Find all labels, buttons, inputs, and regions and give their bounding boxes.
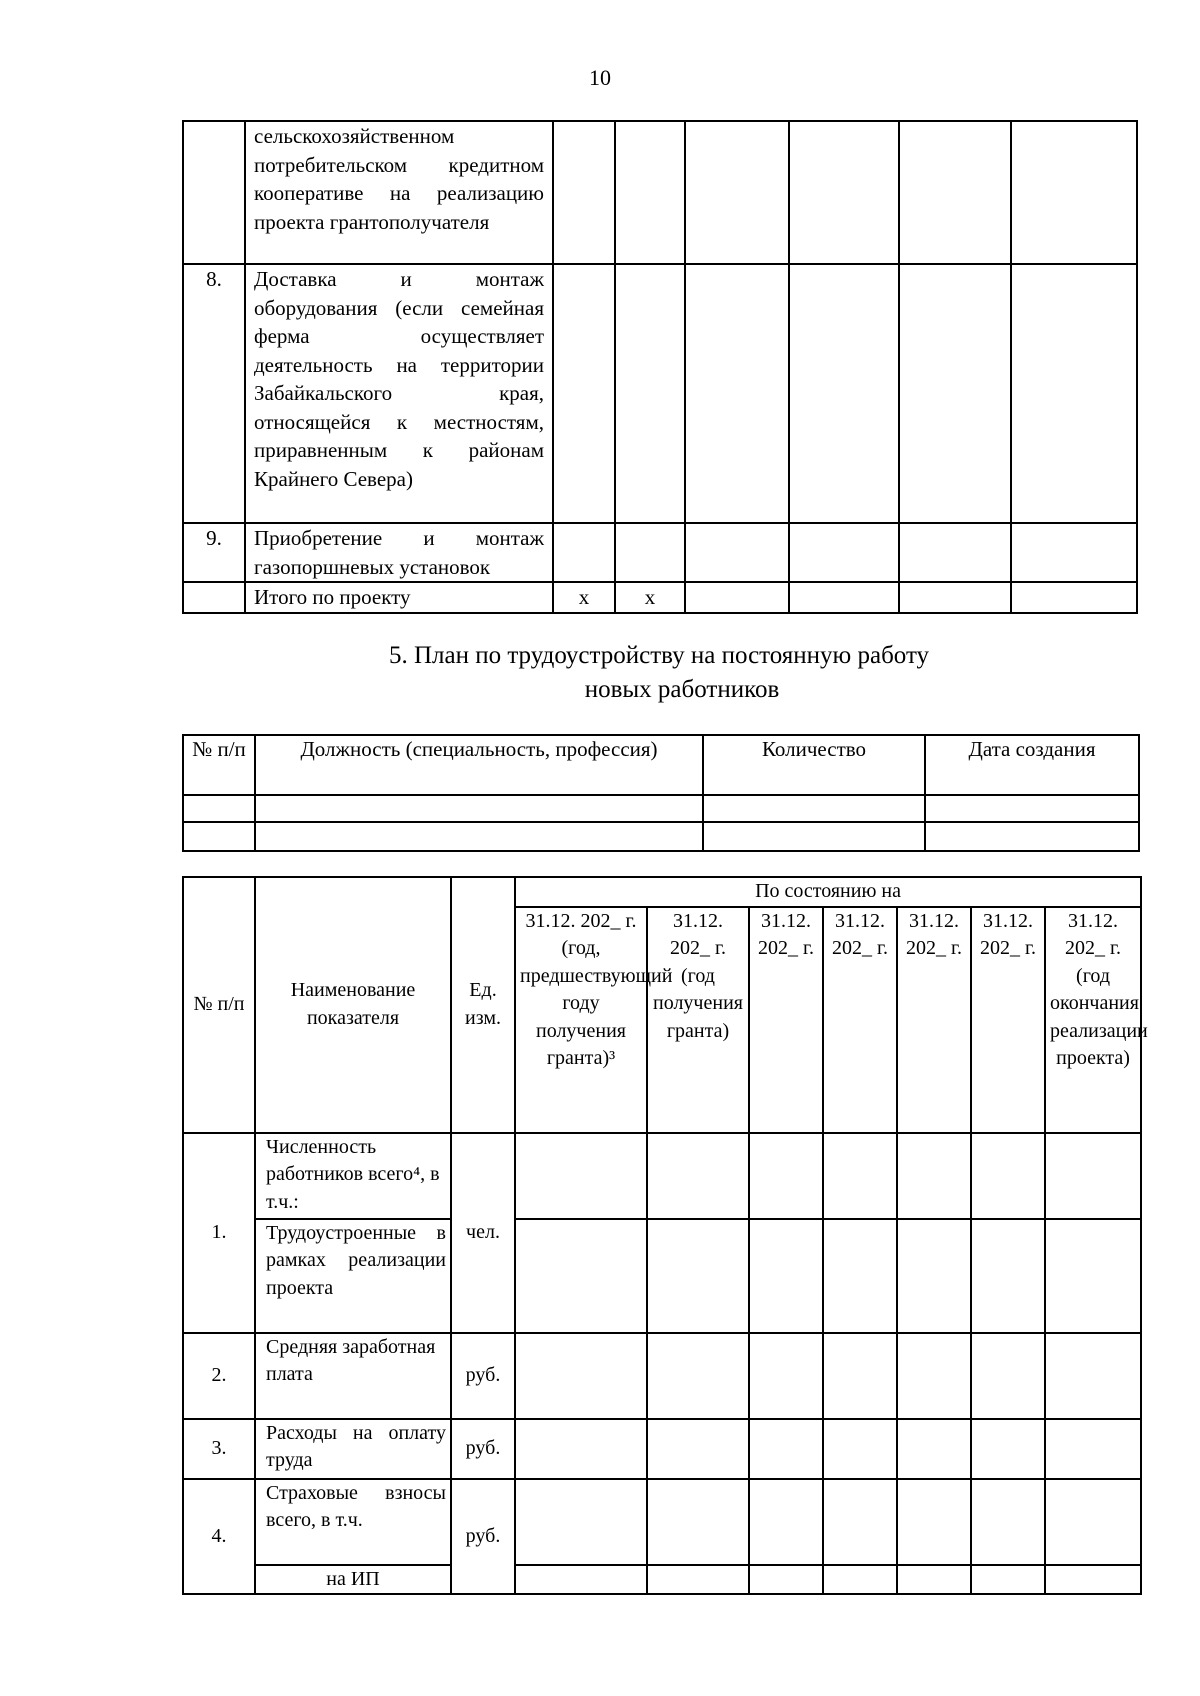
table-cell: [255, 822, 703, 851]
row-name: сельскохозяйственном потребительском кредитном кооперативе на реализацию проекта грантополучателя: [245, 121, 553, 264]
row-number: 9.: [183, 523, 245, 582]
table-header-row: [183, 735, 1139, 795]
row-subname: на ИП: [255, 1565, 451, 1595]
table-cell: [703, 795, 925, 822]
table-cell: [897, 1479, 971, 1565]
table-cell: [183, 795, 255, 822]
period-col-6: 31.12. 202_ г.: [971, 907, 1045, 1133]
table-cell: [1045, 1333, 1141, 1419]
period-col-5: 31.12. 202_ г.: [897, 907, 971, 1133]
table-row: [183, 1419, 1141, 1479]
table-cell: [1045, 1479, 1141, 1565]
table-row: [183, 1133, 1141, 1219]
table-cell: [749, 1479, 823, 1565]
table-cell: [615, 121, 685, 264]
table-cell: [685, 264, 789, 523]
table-cell: [553, 523, 615, 582]
row-number: 8.: [183, 264, 245, 523]
header-num: № п/п: [183, 877, 255, 1133]
table-cell: [647, 1333, 749, 1419]
table-cell: [647, 1419, 749, 1479]
table-row: [183, 264, 1137, 523]
table-cell: [647, 1133, 749, 1219]
table-cell: [899, 523, 1011, 582]
header-position: Должность (специальность, профессия): [255, 735, 703, 795]
period-col-7: 31.12. 202_ г. (год окончания реализации проекта): [1045, 907, 1141, 1133]
period-col-4: 31.12. 202_ г.: [823, 907, 897, 1133]
table-cell: [897, 1333, 971, 1419]
table-cell: [515, 1565, 647, 1595]
table-cell: [897, 1133, 971, 1219]
table-row: [183, 1479, 1141, 1565]
table-cell: [1045, 1219, 1141, 1333]
table-cell: [1011, 264, 1137, 523]
table-cell: [789, 121, 899, 264]
table-cell: [615, 264, 685, 523]
period-col-2: 31.12. 202_ г. (год получения гранта): [647, 907, 749, 1133]
table-cell: [823, 1419, 897, 1479]
table-cell: [553, 121, 615, 264]
row-number: 3.: [183, 1419, 255, 1479]
row-name: Итого по проекту: [245, 582, 553, 613]
table-cell: [1011, 121, 1137, 264]
table-cell: [183, 822, 255, 851]
table-row: [183, 121, 1137, 264]
table-cell: [515, 1133, 647, 1219]
metrics-table: [182, 876, 1148, 1595]
table-cell: [685, 523, 789, 582]
table-cell: [897, 1219, 971, 1333]
table-cell: [823, 1133, 897, 1219]
row-number: 4.: [183, 1479, 255, 1595]
table-cell: [925, 795, 1139, 822]
table-cell: [925, 822, 1139, 851]
table-cell: [789, 264, 899, 523]
table-cell: [749, 1333, 823, 1419]
jobs-table: [182, 734, 1140, 852]
period-col-3: 31.12. 202_ г.: [749, 907, 823, 1133]
table-row: [183, 1333, 1141, 1419]
period-col-1: 31.12. 202_ г. (год, предшествующий году получения гранта)³: [515, 907, 647, 1133]
table-cell: [255, 795, 703, 822]
header-unit: Ед. изм.: [451, 877, 515, 1133]
table-cell: [647, 1219, 749, 1333]
table-cell: [647, 1565, 749, 1595]
table-cell: [1045, 1133, 1141, 1219]
row-name: Расходы на оплату труда: [255, 1419, 451, 1479]
table-header-row: [183, 877, 1141, 907]
row-name: Приобретение и монтаж газопоршневых установок: [245, 523, 553, 582]
header-date: Дата создания: [925, 735, 1139, 795]
row-number: [183, 582, 245, 613]
table-cell: [789, 523, 899, 582]
table-cell: [685, 121, 789, 264]
table-cell: [971, 1565, 1045, 1595]
table-cell: [971, 1419, 1045, 1479]
section-title-line2: новых работников: [584, 676, 780, 703]
table-cell: [899, 264, 1011, 523]
row-name: Численность работников всего⁴, в т.ч.:: [255, 1133, 451, 1219]
table-cell: [615, 523, 685, 582]
table-cell: [749, 1219, 823, 1333]
row-number: 2.: [183, 1333, 255, 1419]
table-cell: [1045, 1419, 1141, 1479]
row-name: Страховые взносы всего, в т.ч.: [255, 1479, 451, 1565]
table-cell: [899, 582, 1011, 613]
header-num: № п/п: [183, 735, 255, 795]
table-cell: [647, 1479, 749, 1565]
table-cell: [749, 1565, 823, 1595]
table-cell: [971, 1333, 1045, 1419]
row-unit: руб.: [451, 1333, 515, 1419]
table-cell: х: [553, 582, 615, 613]
header-group: По состоянию на: [515, 877, 1141, 907]
table-cell: [971, 1219, 1045, 1333]
table-row: [183, 1219, 1141, 1333]
table-row: [183, 822, 1139, 851]
table-row: [183, 1565, 1141, 1595]
table-cell: [897, 1565, 971, 1595]
table-cell: [515, 1219, 647, 1333]
table-row: [183, 582, 1137, 613]
table-cell: [749, 1133, 823, 1219]
costs-table: [182, 120, 1138, 614]
row-name: Доставка и монтаж оборудования (если семейная ферма осуществляет деятельность на территории Забайкальского края, относящейся к местностям, приравненным к районам Крайнего Севера): [245, 264, 553, 523]
table-cell: [515, 1419, 647, 1479]
table-cell: [971, 1479, 1045, 1565]
row-name: Средняя заработная плата: [255, 1333, 451, 1419]
table-cell: [897, 1419, 971, 1479]
page-number: 10: [589, 65, 611, 90]
row-number: [183, 121, 245, 264]
table-cell: [703, 822, 925, 851]
table-row: [183, 523, 1137, 582]
table-cell: [899, 121, 1011, 264]
table-cell: [1011, 523, 1137, 582]
row-unit: руб.: [451, 1419, 515, 1479]
table-cell: [823, 1333, 897, 1419]
table-cell: [823, 1565, 897, 1595]
table-cell: [515, 1479, 647, 1565]
table-cell: [553, 264, 615, 523]
table-cell: [823, 1479, 897, 1565]
table-cell: [515, 1333, 647, 1419]
table-cell: [685, 582, 789, 613]
table-cell: х: [615, 582, 685, 613]
table-cell: [1045, 1565, 1141, 1595]
table-row: [183, 795, 1139, 822]
table-cell: [749, 1419, 823, 1479]
row-name: Трудоустроенные в рамках реализации проекта: [255, 1219, 451, 1333]
table-cell: [823, 1219, 897, 1333]
table-cell: [1011, 582, 1137, 613]
section-title-line1: 5. План по трудоустройству на постоянную работу: [388, 642, 930, 669]
header-quantity: Количество: [703, 735, 925, 795]
row-unit: чел.: [451, 1133, 515, 1333]
row-number: 1.: [183, 1133, 255, 1333]
row-unit: руб.: [451, 1479, 515, 1595]
table-cell: [971, 1133, 1045, 1219]
table-cell: [789, 582, 899, 613]
header-name: Наименование показателя: [255, 877, 451, 1133]
